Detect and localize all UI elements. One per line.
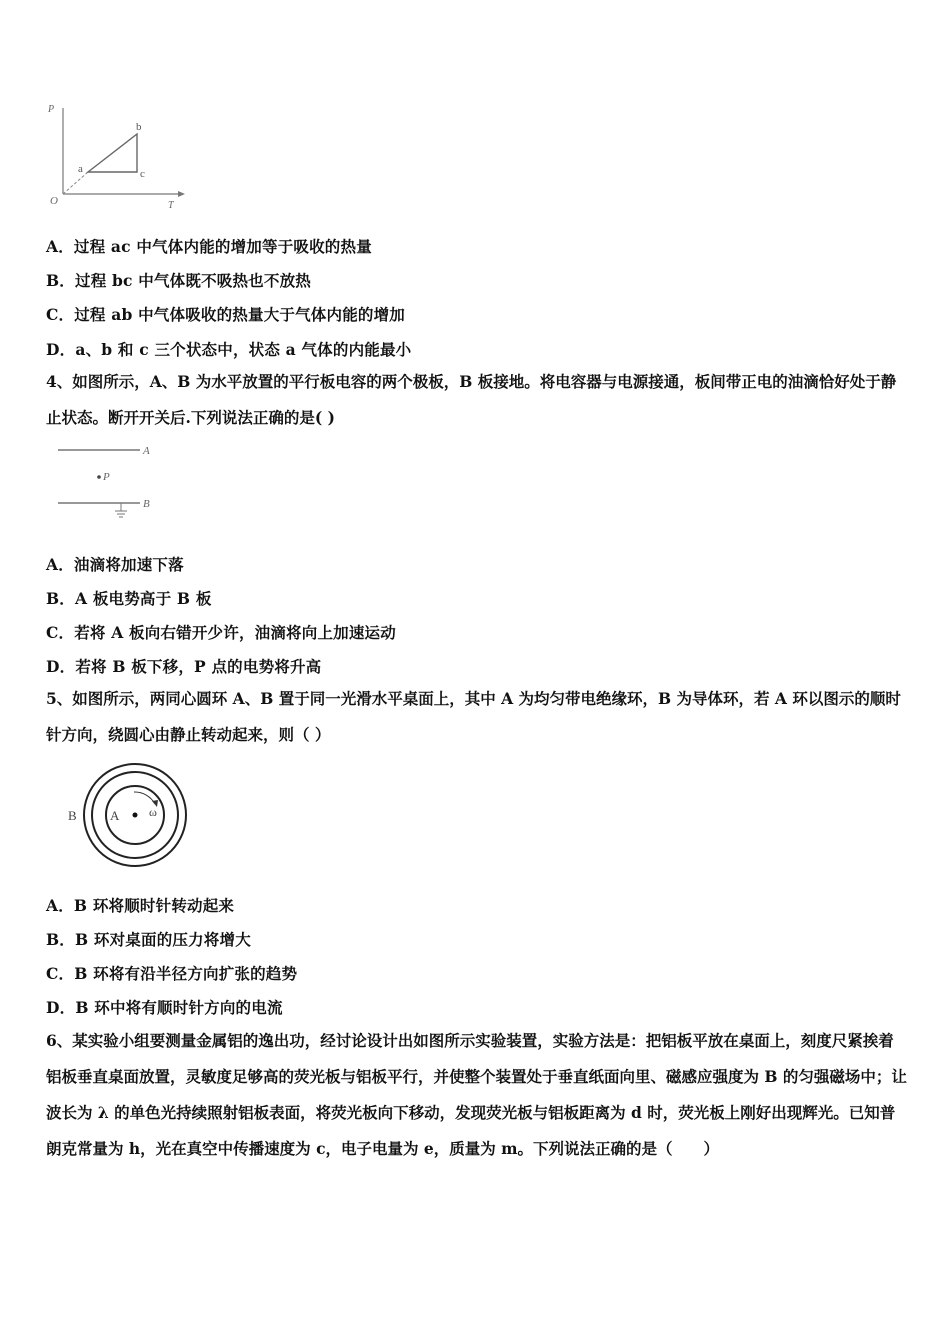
q4-option-b: B．A 板电势高于 B 板 (46, 589, 212, 608)
plate-b-label: B (143, 498, 150, 510)
ring-a-label: A (110, 808, 120, 823)
state-c-label: c (140, 168, 145, 180)
q4-option-a: A．油滴将加速下落 (46, 555, 184, 574)
concentric-rings-diagram (60, 760, 195, 872)
state-b-label: b (136, 121, 142, 133)
q4-stem: 4、如图所示，A、B 为水平放置的平行板电容的两个极板，B 板接地。将电容器与电源接通，板间带正电的油滴恰好处于静止状态。断开开关后.下列说法正确的是( ) (46, 372, 897, 427)
q3-option-a: A．过程 ac 中气体内能的增加等于吸收的热量 (46, 237, 372, 256)
omega-label: ω (149, 805, 157, 819)
point-p (97, 475, 101, 479)
q3-option-c: C．过程 ab 中气体吸收的热量大于气体内能的增加 (46, 305, 406, 324)
q5-option-c: C．B 环将有沿半径方向扩张的趋势 (46, 964, 298, 983)
state-a-label: a (78, 163, 83, 175)
q6-stem: 6、某实验小组要测量金属铝的逸出功，经讨论设计出如图所示实验装置，实验方法是：把铝板平放在桌面上，刻度尺紧挨着铝板垂直桌面放置，灵敏度足够高的荧光板与铝板平行，并使整个装置处于垂直纸面向里、磁感应强度为 B 的匀强磁场中；让波长为 λ 的单色光持续照射铝板表面，将荧光板向下移动，发现荧光板与铝板距离为 d 时，荧光板上刚好出现辉光。已知普朗克常量为 h，光在真空中传播速度为 c，电子电量为 e，质量为 m。下列说法正确的是（ ） (46, 1031, 907, 1158)
point-p-label: P (103, 471, 110, 483)
q5-stem: 5、如图所示，两同心圆环 A、B 置于同一光滑水平桌面上，其中 A 为均匀带电绝缘环，B 为导体环，若 A 环以图示的顺时针方向，绕圆心由静止转动起来，则（ ） (46, 689, 901, 744)
q5-option-a: A．B 环将顺时针转动起来 (46, 896, 235, 915)
q4-option-d: D．若将 B 板下移，P 点的电势将升高 (46, 657, 322, 676)
q5-option-d: D．B 环中将有顺时针方向的电流 (46, 998, 283, 1017)
t-axis-arrow (178, 191, 185, 197)
pt-diagram (40, 98, 190, 213)
t-axis-label: T (168, 200, 174, 211)
q4-option-c: C．若将 A 板向右错开少许，油滴将向上加速运动 (46, 623, 396, 642)
extension-dashed (63, 172, 88, 194)
origin-label: O (50, 195, 58, 207)
p-axis-label: P (48, 104, 55, 115)
q5-option-b: B．B 环对桌面的压力将增大 (46, 930, 251, 949)
q3-option-b: B．过程 bc 中气体既不吸热也不放热 (46, 271, 311, 290)
q3-option-d: D．a、b 和 c 三个状态中，状态 a 气体的内能最小 (46, 340, 412, 359)
rotation-arrow (134, 792, 155, 804)
ring-b-label: B (68, 808, 77, 823)
plate-a-label: A (143, 445, 150, 457)
ring-center (133, 813, 138, 818)
process-triangle (88, 134, 137, 172)
capacitor-diagram (55, 440, 165, 525)
